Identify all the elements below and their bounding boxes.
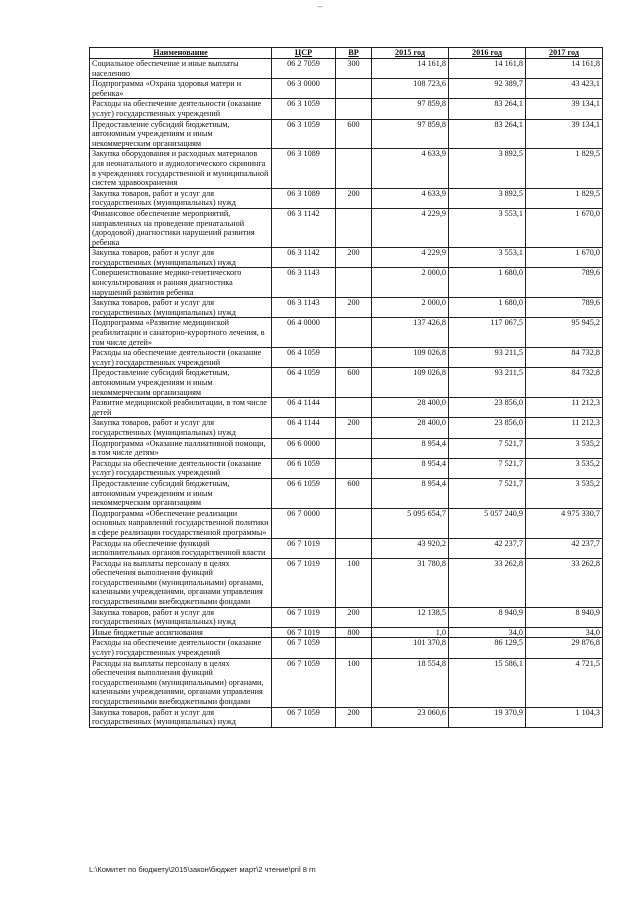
cell-2016: 93 211,5 [449, 348, 526, 368]
cell-2016: 15 586,1 [449, 658, 526, 707]
cell-csr: 06 6 1059 [272, 478, 336, 508]
cell-2017: 1 670,0 [526, 208, 603, 247]
table-row [90, 79, 603, 99]
cell-vr: 100 [336, 558, 372, 607]
cell-vr: 200 [336, 607, 372, 627]
table-row [90, 268, 603, 298]
cell-vr [336, 508, 372, 538]
cell-2016: 3 553,1 [449, 248, 526, 268]
cell-name: Закупка оборудования и расходных материалов для неонатального и аудиологического скрининга в учреждениях государственной и муниципальной систем здравоохранения [90, 149, 272, 188]
cell-csr: 06 3 1143 [272, 298, 336, 318]
header-2016: 2016 год [449, 48, 526, 59]
cell-2017: 3 535,2 [526, 458, 603, 478]
cell-csr: 06 2 7059 [272, 59, 336, 79]
table-header-row [90, 48, 603, 59]
cell-vr: 200 [336, 298, 372, 318]
cell-csr: 06 7 0000 [272, 508, 336, 538]
cell-2015: 18 554,8 [372, 658, 449, 707]
cell-name: Финансовое обеспечение мероприятий, направленных на проведение пренатальной (дородовой) диагностики нарушений развития ребенка [90, 208, 272, 247]
cell-vr: 200 [336, 707, 372, 727]
cell-vr: 600 [336, 119, 372, 149]
cell-csr: 06 4 1059 [272, 348, 336, 368]
cell-2016: 34,0 [449, 627, 526, 638]
table-row [90, 418, 603, 438]
cell-2017: 3 535,2 [526, 478, 603, 508]
cell-2015: 4 633,9 [372, 188, 449, 208]
cell-2016: 83 264,1 [449, 119, 526, 149]
cell-2015: 28 400,0 [372, 398, 449, 418]
header-csr: ЦСР [272, 48, 336, 59]
cell-csr: 06 3 1089 [272, 149, 336, 188]
cell-vr [336, 538, 372, 558]
cell-2016: 3 892,5 [449, 149, 526, 188]
cell-2016: 14 161,8 [449, 59, 526, 79]
cell-2017: 95 945,2 [526, 318, 603, 348]
cell-2016: 92 389,7 [449, 79, 526, 99]
header-2017: 2017 год [526, 48, 603, 59]
cell-name: Расходы на обеспечение функций исполнительных органов государственной власти [90, 538, 272, 558]
table-row [90, 508, 603, 538]
cell-2017: 789,6 [526, 298, 603, 318]
table-body [90, 59, 603, 728]
table-row [90, 119, 603, 149]
cell-vr [336, 348, 372, 368]
table-row [90, 638, 603, 658]
cell-2016: 23 856,0 [449, 418, 526, 438]
cell-vr [336, 268, 372, 298]
cell-name: Закупка товаров, работ и услуг для государственных (муниципальных) нужд [90, 248, 272, 268]
cell-2017: 42 237,7 [526, 538, 603, 558]
budget-table [89, 47, 603, 728]
cell-2016: 33 262,8 [449, 558, 526, 607]
cell-csr: 06 3 1059 [272, 119, 336, 149]
cell-vr: 800 [336, 627, 372, 638]
cell-2017: 34,0 [526, 627, 603, 638]
cell-2015: 5 095 654,7 [372, 508, 449, 538]
cell-2017: 84 732,8 [526, 348, 603, 368]
cell-2017: 11 212,3 [526, 398, 603, 418]
table-row [90, 538, 603, 558]
cell-name: Закупка товаров, работ и услуг для государственных (муниципальных) нужд [90, 607, 272, 627]
cell-csr: 06 4 1144 [272, 398, 336, 418]
cell-csr: 06 7 1019 [272, 607, 336, 627]
cell-2015: 8 954,4 [372, 478, 449, 508]
cell-2017: 29 876,8 [526, 638, 603, 658]
cell-2017: 1 829,5 [526, 149, 603, 188]
cell-name: Совершенствование медико-генетического консультирования и ранняя диагностика нарушений развития ребенка [90, 268, 272, 298]
cell-2017: 8 940,9 [526, 607, 603, 627]
cell-2015: 97 859,8 [372, 119, 449, 149]
cell-2017: 33 262,8 [526, 558, 603, 607]
cell-2017: 14 161,8 [526, 59, 603, 79]
cell-csr: 06 7 1059 [272, 658, 336, 707]
cell-name: Иные бюджетные ассигнования [90, 627, 272, 638]
cell-vr: 600 [336, 368, 372, 398]
cell-2015: 23 060,6 [372, 707, 449, 727]
cell-vr [336, 79, 372, 99]
cell-name: Развитие медицинской реабилитации, в том числе детей [90, 398, 272, 418]
cell-csr: 06 4 1059 [272, 368, 336, 398]
cell-2017: 1 104,3 [526, 707, 603, 727]
cell-csr: 06 7 1019 [272, 538, 336, 558]
cell-2015: 12 138,5 [372, 607, 449, 627]
cell-name: Предоставление субсидий бюджетным, автономным учреждениям и иным некоммерческим организациям [90, 119, 272, 149]
cell-name: Предоставление субсидий бюджетным, автономным учреждениям и иным некоммерческим организациям [90, 478, 272, 508]
cell-csr: 06 7 1059 [272, 707, 336, 727]
cell-2016: 3 892,5 [449, 188, 526, 208]
table-row [90, 368, 603, 398]
cell-vr: 600 [336, 478, 372, 508]
cell-2015: 109 026,8 [372, 348, 449, 368]
cell-csr: 06 7 1019 [272, 627, 336, 638]
cell-2015: 108 723,6 [372, 79, 449, 99]
file-path-footer: L:\Комитет по бюджету\2015\закон\бюджет март\2 чтение\pril 8 rn [89, 865, 316, 874]
cell-2016: 86 129,5 [449, 638, 526, 658]
header-vr: ВР [336, 48, 372, 59]
cell-csr: 06 6 0000 [272, 438, 336, 458]
table-row [90, 208, 603, 247]
cell-csr: 06 4 0000 [272, 318, 336, 348]
cell-2017: 39 134,1 [526, 99, 603, 119]
cell-2017: 1 829,5 [526, 188, 603, 208]
cell-2017: 84 732,8 [526, 368, 603, 398]
cell-name: Подпрограмма «Обеспечение реализации основных направлений государственной политики в сфере реализации государственной программы» [90, 508, 272, 538]
cell-csr: 06 7 1059 [272, 638, 336, 658]
cell-2016: 1 680,0 [449, 298, 526, 318]
cell-2017: 43 423,1 [526, 79, 603, 99]
cell-2017: 1 670,0 [526, 248, 603, 268]
cell-2016: 7 521,7 [449, 478, 526, 508]
table-row [90, 59, 603, 79]
cell-vr: 200 [336, 188, 372, 208]
cell-2015: 43 920,2 [372, 538, 449, 558]
cell-name: Расходы на обеспечение деятельности (оказание услуг) государственных учреждений [90, 99, 272, 119]
cell-name: Закупка товаров, работ и услуг для государственных (муниципальных) нужд [90, 707, 272, 727]
table-row [90, 558, 603, 607]
cell-2016: 3 553,1 [449, 208, 526, 247]
cell-vr [336, 149, 372, 188]
cell-2016: 8 940,9 [449, 607, 526, 627]
table-row [90, 658, 603, 707]
cell-2017: 39 134,1 [526, 119, 603, 149]
table-row [90, 298, 603, 318]
cell-2015: 1,0 [372, 627, 449, 638]
cell-vr [336, 318, 372, 348]
cell-name: Расходы на выплаты персоналу в целях обеспечения выполнения функций государственными (муниципальными) органами, казенными учреждениями, органами управления государственными внебюджетными фондами [90, 658, 272, 707]
cell-2016: 23 856,0 [449, 398, 526, 418]
cell-vr [336, 638, 372, 658]
cell-2015: 137 426,8 [372, 318, 449, 348]
table-row [90, 348, 603, 368]
cell-name: Закупка товаров, работ и услуг для государственных (муниципальных) нужд [90, 188, 272, 208]
table-row [90, 478, 603, 508]
table-row [90, 149, 603, 188]
cell-2015: 109 026,8 [372, 368, 449, 398]
cell-vr: 300 [336, 59, 372, 79]
cell-2017: 4 721,5 [526, 658, 603, 707]
cell-2016: 19 370,9 [449, 707, 526, 727]
cell-vr [336, 458, 372, 478]
cell-name: Расходы на обеспечение деятельности (оказание услуг) государственных учреждений [90, 638, 272, 658]
cell-vr: 200 [336, 418, 372, 438]
table-row [90, 458, 603, 478]
cell-2015: 2 000,0 [372, 268, 449, 298]
cell-name: Закупка товаров, работ и услуг для государственных (муниципальных) нужд [90, 418, 272, 438]
cell-2015: 28 400,0 [372, 418, 449, 438]
cell-2015: 101 370,8 [372, 638, 449, 658]
table-row [90, 99, 603, 119]
cell-vr [336, 99, 372, 119]
cell-2015: 4 229,9 [372, 208, 449, 247]
cell-csr: 06 3 1143 [272, 268, 336, 298]
cell-name: Закупка товаров, работ и услуг для государственных (муниципальных) нужд [90, 298, 272, 318]
table-row [90, 398, 603, 418]
table-row [90, 188, 603, 208]
header-2015: 2015 год [372, 48, 449, 59]
cell-2015: 97 859,8 [372, 99, 449, 119]
cell-2016: 42 237,7 [449, 538, 526, 558]
cell-2017: 11 212,3 [526, 418, 603, 438]
cell-csr: 06 7 1019 [272, 558, 336, 607]
cell-csr: 06 3 1089 [272, 188, 336, 208]
cell-2016: 7 521,7 [449, 458, 526, 478]
cell-name: Социальное обеспечение и иные выплаты населению [90, 59, 272, 79]
table-row [90, 318, 603, 348]
cell-vr: 200 [336, 248, 372, 268]
cell-csr: 06 3 1059 [272, 99, 336, 119]
cell-vr [336, 398, 372, 418]
cell-name: Расходы на выплаты персоналу в целях обеспечения выполнения функций государственными (муниципальными) органами, казенными учреждениями, органами управления государственными внебюджетными фондами [90, 558, 272, 607]
cell-2015: 4 633,9 [372, 149, 449, 188]
header-name: Наименование [90, 48, 272, 59]
cell-2017: 3 535,2 [526, 438, 603, 458]
cell-csr: 06 3 1142 [272, 248, 336, 268]
cell-name: Расходы на обеспечение деятельности (оказание услуг) государственных учреждений [90, 458, 272, 478]
cell-2015: 2 000,0 [372, 298, 449, 318]
cell-2015: 31 780,8 [372, 558, 449, 607]
cell-name: Расходы на обеспечение деятельности (оказание услуг) государственных учреждений [90, 348, 272, 368]
table-row [90, 248, 603, 268]
cell-name: Предоставление субсидий бюджетным, автономным учреждениям и иным некоммерческим организациям [90, 368, 272, 398]
cell-vr [336, 438, 372, 458]
cell-2015: 8 954,4 [372, 438, 449, 458]
cell-2017: 789,6 [526, 268, 603, 298]
table-row [90, 607, 603, 627]
cell-2017: 4 975 330,7 [526, 508, 603, 538]
page-mark: -- [317, 2, 323, 11]
cell-2016: 117 067,5 [449, 318, 526, 348]
cell-2016: 7 521,7 [449, 438, 526, 458]
cell-2015: 8 954,4 [372, 458, 449, 478]
cell-vr [336, 208, 372, 247]
cell-vr: 100 [336, 658, 372, 707]
table-row [90, 627, 603, 638]
table-row [90, 438, 603, 458]
cell-name: Подпрограмма «Оказание паллиативной помощи, в том числе детям» [90, 438, 272, 458]
cell-2016: 5 057 240,9 [449, 508, 526, 538]
cell-csr: 06 4 1144 [272, 418, 336, 438]
cell-csr: 06 3 1142 [272, 208, 336, 247]
cell-2016: 93 211,5 [449, 368, 526, 398]
cell-csr: 06 6 1059 [272, 458, 336, 478]
cell-2016: 1 680,0 [449, 268, 526, 298]
cell-2015: 4 229,9 [372, 248, 449, 268]
cell-2016: 83 264,1 [449, 99, 526, 119]
cell-csr: 06 3 0000 [272, 79, 336, 99]
cell-name: Подпрограмма «Развитие медицинской реабилитации и санаторно-курортного лечения, в том числе детей» [90, 318, 272, 348]
table-row [90, 707, 603, 727]
cell-name: Подпрограмма «Охрана здоровья матери и ребенка» [90, 79, 272, 99]
cell-2015: 14 161,8 [372, 59, 449, 79]
